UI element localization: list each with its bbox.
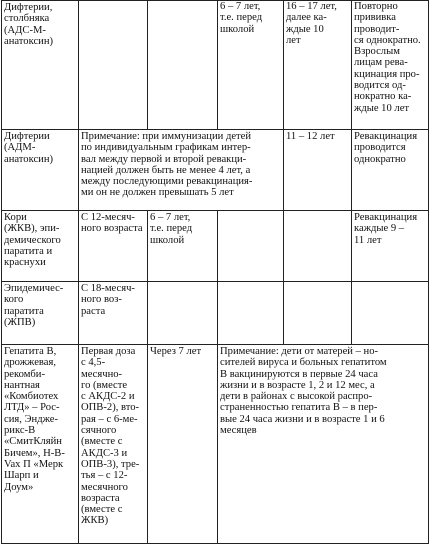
table-cell — [352, 282, 429, 345]
table-row — [2, 1, 429, 130]
table-cell: 6 – 7 лет, т.е. перед школой — [148, 211, 218, 282]
disease-cell: Дифтерии (АДМ- анатоксин) — [2, 130, 79, 211]
table-cell: Повторно прививка проводит- ся однократно. Взрослым лицам рева- кцинация про- водится од- нократно ка- ждые 10 лет — [352, 1, 429, 130]
vaccination-schedule-table — [1, 0, 429, 544]
disease-cell: Дифтерии, столбняка (АДС-М- анатоксин) — [2, 1, 79, 130]
table-cell — [148, 1, 218, 130]
note-cell: Примечание: при иммунизации детей по индивидуальным графикам интер- вал между первой и второй ревакци- нацией должен быть не менее 4 лет, а между последующими ревакцинация- ми он не должен превышать 5 лет — [79, 130, 284, 211]
table-cell: Первая доза с 4,5-месячно- го (вместе с АКДС-2 и ОПВ-2), вто- рая – с 6-ме- сячного (вместе с АКДС-3 и ОПВ-3), тре- тья – с 12- месячного возраста (вместе с ЖКВ) — [79, 345, 148, 544]
table-cell: 11 – 12 лет — [284, 130, 352, 211]
table-row — [2, 130, 429, 211]
table-cell — [218, 282, 284, 345]
table-cell — [79, 1, 148, 130]
table-row — [2, 211, 429, 282]
table-cell: С 12-месяч- ного возраста — [79, 211, 148, 282]
table-row — [2, 282, 429, 345]
note-cell: Примечание: дети от матерей – но- сителей вируса и больных гепатитом В вакцинируются в первые 24 часа жизни и в возрасте 1, 2 и 12 мес, а дети в районах с высокой распро- страненностью гепатита В – в пер- вые 24 часа жизни и в возрасте 1 и 6 месяцев — [218, 345, 429, 544]
table-cell: Ревакцинация каждые 9 – 11 лет — [352, 211, 429, 282]
table-cell: 6 – 7 лет, т.е. перед школой — [218, 1, 284, 130]
disease-cell: Кори (ЖКВ), эпи- демического паратита и краснухи — [2, 211, 79, 282]
table-cell — [284, 282, 352, 345]
disease-cell: Эпидемичес- кого паратита (ЖПВ) — [2, 282, 79, 345]
table-cell: Через 7 лет — [148, 345, 218, 544]
table-cell — [148, 282, 218, 345]
table-cell: Ревакцинация проводится однократно — [352, 130, 429, 211]
table-cell — [218, 211, 284, 282]
disease-cell: Гепатита В, дрожжевая, рекомби- нантная «Комбиотех ЛТД» – Рос- сия, Эндже- рикс-В «СмитКляйн Бичем», Н-В- Vax П «Мерк Шарп и Доум» — [2, 345, 79, 544]
table-cell: 16 – 17 лет, далее ка- ждые 10 лет — [284, 1, 352, 130]
table-cell: С 18-месяч- ного воз- раста — [79, 282, 148, 345]
table-cell — [284, 211, 352, 282]
table-row — [2, 345, 429, 544]
